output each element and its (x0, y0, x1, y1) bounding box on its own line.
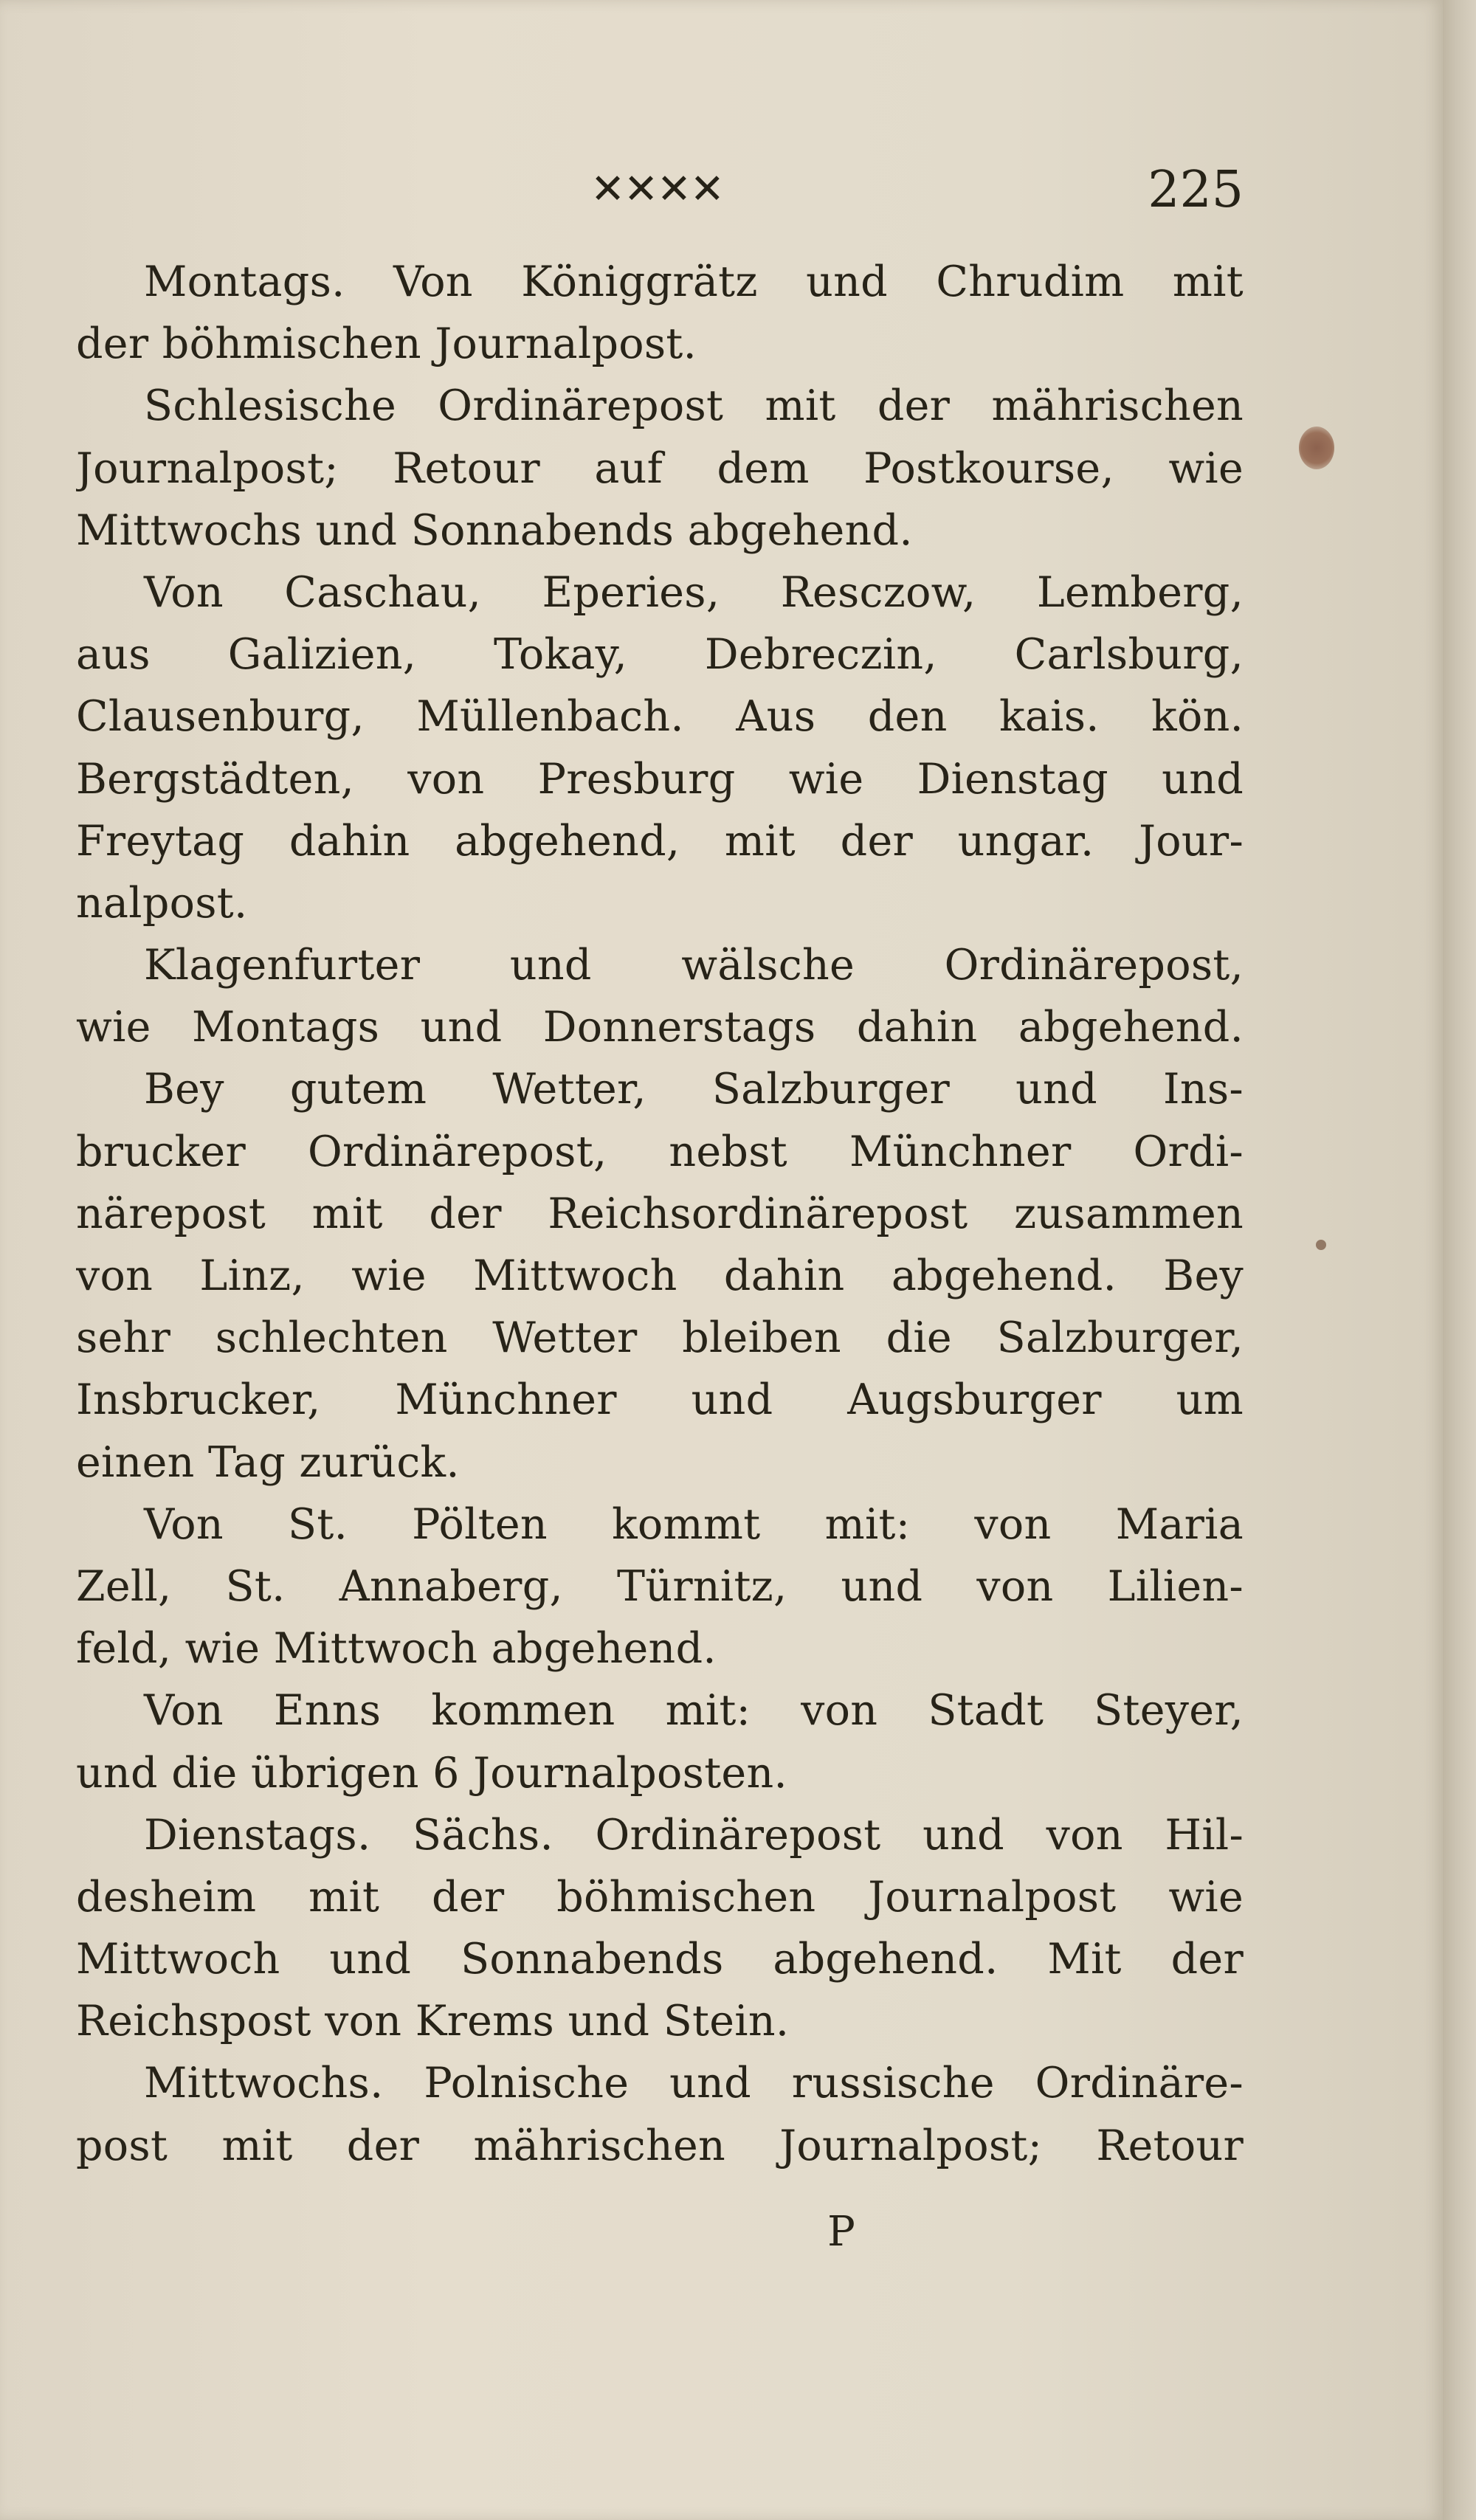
text-line-19: Insbrucker, Münchner und Augsburger um (76, 1375, 1244, 1425)
page-gutter (1443, 0, 1476, 2520)
catchword: P (827, 2208, 855, 2256)
text-line-23: feld, wie Mittwoch abgehend. (76, 1624, 717, 1674)
text-line-11: nalpost. (76, 878, 248, 928)
text-line-16: närepost mit der Reichsordinärepost zusammen (76, 1189, 1244, 1238)
text-line-1: Montags. Von Königgrätz und Chrudim mit (144, 258, 1244, 306)
text-line-31: post mit der mährischen Journalpost; Retour (76, 2121, 1244, 2170)
text-line-20: einen Tag zurück. (76, 1437, 460, 1487)
page-number: 225 (1148, 161, 1244, 219)
text-line-9: Bergstädten, von Presburg wie Dienstag und (76, 754, 1244, 804)
text-line-17: von Linz, wie Mittwoch dahin abgehend. Bey (76, 1252, 1244, 1300)
text-line-5: Mittwochs und Sonnabends abgehend. (76, 505, 913, 555)
text-line-7: aus Galizien, Tokay, Debreczin, Carlsburg, (76, 630, 1244, 680)
text-line-27: desheim mit der böhmischen Journalpost wie (76, 1872, 1244, 1922)
text-line-29: Reichspost von Krems und Stein. (76, 1997, 790, 2046)
text-line-12: Klagenfurter und wälsche Ordinärepost, (144, 941, 1244, 990)
text-line-21: Von St. Pölten kommt mit: von Maria (144, 1499, 1244, 1549)
header-ornament: ✕✕✕✕ (590, 165, 723, 213)
text-line-8: Clausenburg, Müllenbach. Aus den kais. kön. (76, 692, 1244, 742)
text-line-14: Bey gutem Wetter, Salzburger und Ins- (144, 1065, 1244, 1114)
text-line-22: Zell, St. Annaberg, Türnitz, und von Lilien- (76, 1561, 1244, 1611)
text-line-6: Von Caschau, Eperies, Resczow, Lemberg, (144, 567, 1244, 617)
ink-stain (1299, 427, 1334, 469)
text-line-28: Mittwoch und Sonnabends abgehend. Mit der (76, 1935, 1244, 1984)
text-line-15: brucker Ordinärepost, nebst Münchner Ordi- (76, 1127, 1244, 1176)
text-line-18: sehr schlechten Wetter bleiben die Salzburger, (76, 1313, 1244, 1363)
text-line-24: Von Enns kommen mit: von Stadt Steyer, (144, 1686, 1244, 1736)
text-line-2: der böhmischen Journalpost. (76, 320, 697, 369)
text-line-3: Schlesische Ordinärepost mit der mährischen (144, 382, 1244, 431)
text-line-26: Dienstags. Sächs. Ordinärepost und von Hil- (144, 1810, 1244, 1860)
text-line-25: und die übrigen 6 Journalposten. (76, 1748, 787, 1798)
text-line-30: Mittwochs. Polnische und russische Ordinäre- (144, 2059, 1244, 2108)
paper-speck (1316, 1240, 1326, 1250)
text-line-13: wie Montags und Donnerstags dahin abgehend. (76, 1003, 1244, 1052)
text-line-4: Journalpost; Retour auf dem Postkourse, wie (76, 443, 1244, 493)
text-line-10: Freytag dahin abgehend, mit der ungar. Jour- (76, 816, 1244, 866)
main-text (76, 251, 1244, 2177)
